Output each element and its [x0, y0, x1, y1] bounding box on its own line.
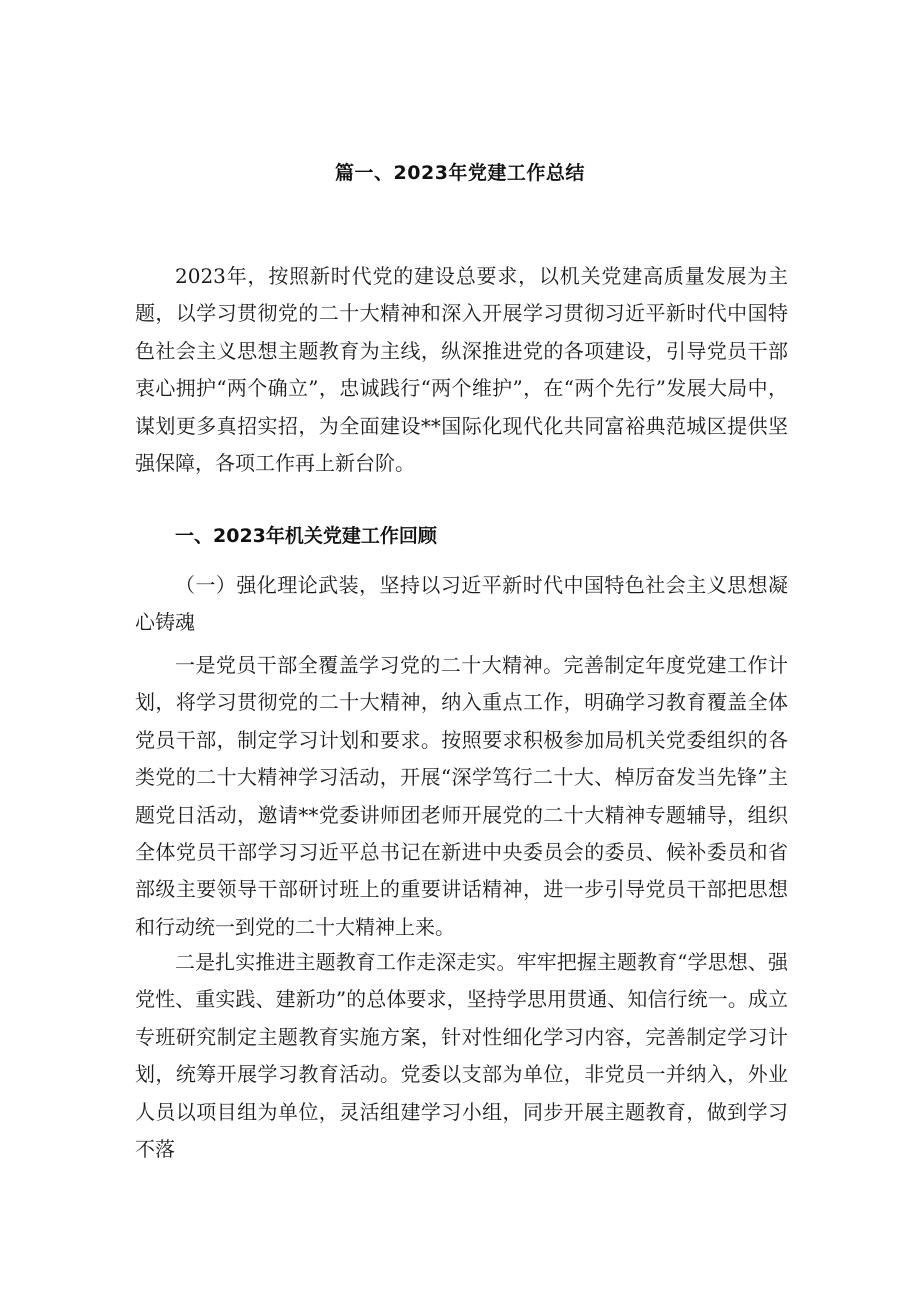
section-heading: 一、2023年机关党建工作回顾: [175, 525, 437, 547]
body-paragraph-1: 一是党员干部全覆盖学习党的二十大精神。完善制定年度党建工作计划，将学习贯彻党的二十大精神，纳入重点工作，明确学习教育覆盖全体党员干部，制定学习计划和要求。按照要求积极参加局机关党委组织的各类党的二十大精神学习活动，开展“深学笃行二十大、棹厉奋发当先锋”主题党日活动，邀请**党委讲师团老师开展党的二十大精神专题辅导，组织全体党员干部学习习近平总书记在新进中央委员会的委员、候补委员和省部级主要领导干部研讨班上的重要讲话精神，进一步引导党员干部把思想和行动统一到党的二十大精神上来。: [135, 653, 788, 939]
document-title: 篇一、2023年党建工作总结: [335, 162, 585, 184]
subsection-heading: （一）强化理论武装，坚持以习近平新时代中国特色社会主义思想凝心铸魂: [135, 573, 788, 635]
intro-paragraph: 2023年，按照新时代党的建设总要求，以机关党建高质量发展为主题，以学习贯彻党的二十大精神和深入开展学习贯彻习近平新时代中国特色社会主义思想主题教育为主线，纵深推进党的各项建设，引导党员干部衷心拥护“两个确立”，忠诚践行“两个维护”，在“两个先行”发展大局中，谋划更多真招实招，为全面建设**国际化现代化共同富裕典范城区提供坚强保障，各项工作再上新台阶。: [135, 264, 788, 476]
body-paragraph-2: 二是扎实推进主题教育工作走深走实。牢牢把握主题教育“学思想、强党性、重实践、建新功”的总体要求，坚持学思用贯通、知信行统一。成立专班研究制定主题教育实施方案，针对性细化学习内容，完善制定学习计划，统筹开展学习教育活动。党委以支部为单位，非党员一并纳入，外业人员以项目组为单位，灵活组建学习小组，同步开展主题教育，做到学习不落: [135, 950, 788, 1162]
